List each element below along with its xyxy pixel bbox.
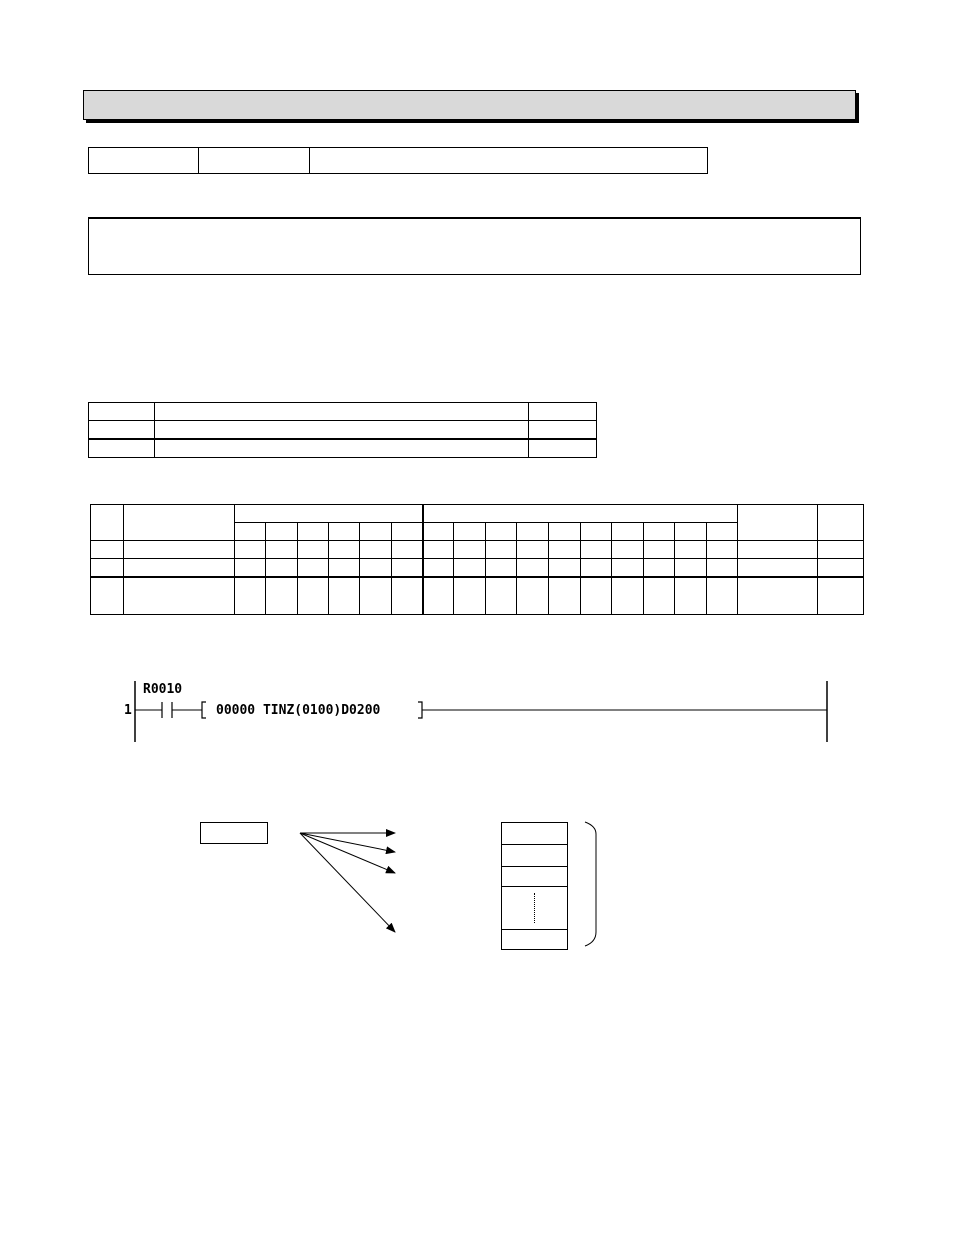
info-cell-1 <box>88 147 199 174</box>
info-cell-2 <box>198 147 310 174</box>
table-row <box>91 559 864 578</box>
table-row <box>91 541 864 559</box>
ladder-diagram <box>110 676 840 746</box>
device-table <box>90 504 864 615</box>
section-title-bar <box>83 90 856 120</box>
contact-label: R0010 <box>143 682 183 697</box>
register-slot <box>502 886 567 887</box>
operand-table <box>88 402 597 458</box>
info-cell-3 <box>309 147 708 174</box>
table-row <box>91 577 864 615</box>
continuation-dotted-line <box>534 893 535 923</box>
register-slot <box>502 929 567 930</box>
table-header-row <box>91 505 864 523</box>
distribution-arrows <box>290 820 410 940</box>
description-box <box>88 217 861 275</box>
range-brace <box>582 820 602 948</box>
instruction-text: 00000 TINZ(0100)D0200 <box>216 703 381 718</box>
table-row <box>89 421 597 440</box>
table-row <box>89 439 597 458</box>
source-box <box>200 822 268 844</box>
register-slot <box>502 866 567 867</box>
register-slot <box>502 844 567 845</box>
register-stack <box>501 822 568 950</box>
rung-number: 1 <box>124 703 132 718</box>
table-row <box>89 403 597 421</box>
